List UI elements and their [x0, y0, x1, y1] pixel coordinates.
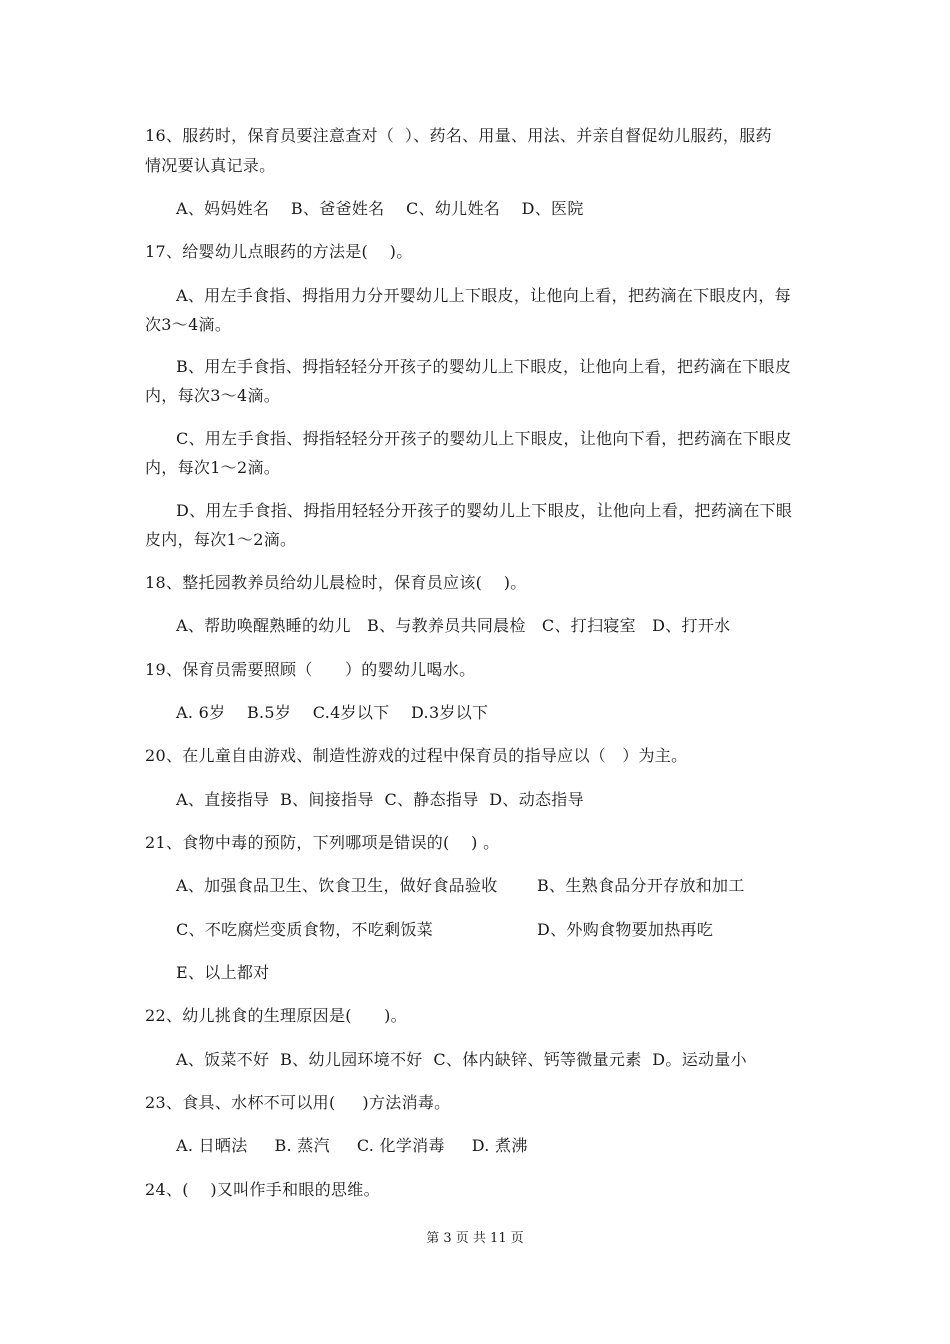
question-21-option-a: A、加强食品卫生、饮食卫生，做好食品验收: [176, 876, 498, 895]
question-22-stem: 22、幼儿挑食的生理原因是( )。: [145, 1006, 407, 1025]
question-18-options: A、帮助唤醒熟睡的幼儿 B、与教养员共同晨检 C、打扫寝室 D、打开水: [176, 616, 731, 635]
question-22-options: A、饭菜不好 B、幼儿园环境不好 C、体内缺锌、钙等微量元素 D。运动量小: [176, 1050, 747, 1069]
question-16-options: A、妈妈姓名 B、爸爸姓名 C、幼儿姓名 D、医院: [176, 199, 584, 218]
question-21-option-c: C、不吃腐烂变质食物，不吃剩饭菜: [176, 920, 434, 939]
question-21-option-e: E、以上都对: [176, 963, 270, 982]
question-16-stem-line-2: 情况要认真记录。: [145, 156, 276, 175]
question-23-stem: 23、食具、水杯不可以用( )方法消毒。: [145, 1093, 451, 1112]
question-24-stem: 24、( )又叫作手和眼的思维。: [145, 1180, 380, 1199]
question-19-options: A. 6岁 B.5岁 C.4岁以下 D.3岁以下: [176, 703, 489, 722]
question-21-option-d: D、外购食物要加热再吃: [537, 920, 714, 939]
page-footer: 第 3 页 共 11 页: [426, 1231, 524, 1246]
question-21-option-b: B、生熟食品分开存放和加工: [537, 876, 745, 895]
question-17-option-b-line-2: 内，每次3～4滴。: [145, 386, 281, 405]
question-17-option-a-line-2: 次3～4滴。: [145, 315, 232, 334]
question-17-option-c-line-2: 内，每次1～2滴。: [145, 458, 281, 477]
question-19-stem: 19、保育员需要照顾（ ）的婴幼儿喝水。: [145, 660, 476, 679]
question-23-options: A. 日晒法 B. 蒸汽 C. 化学消毒 D. 煮沸: [176, 1136, 528, 1155]
question-20-stem: 20、在儿童自由游戏、制造性游戏的过程中保育员的指导应以（ ）为主。: [145, 746, 688, 765]
question-17-option-b-line-1: B、用左手食指、拇指轻轻分开孩子的婴幼儿上下眼皮，让他向上看，把药滴在下眼皮: [176, 357, 792, 376]
question-18-stem: 18、整托园教养员给幼儿晨检时，保育员应该( )。: [145, 573, 527, 592]
question-20-options: A、直接指导 B、间接指导 C、静态指导 D、动态指导: [176, 790, 584, 809]
question-17-option-a-line-1: A、用左手食指、拇指用力分开婴幼儿上下眼皮，让他向上看，把药滴在下眼皮内，每: [176, 286, 791, 305]
question-21-stem: 21、食物中毒的预防，下列哪项是错误的( ) 。: [145, 833, 500, 852]
question-16-stem-line-1: 16、服药时，保育员要注意查对（ ）、药名、用量、用法、并亲自督促幼儿服药，服药: [145, 126, 772, 145]
question-17-option-c-line-1: C、用左手食指、拇指轻轻分开孩子的婴幼儿上下眼皮，让他向下看，把药滴在下眼皮: [176, 429, 792, 448]
question-17-option-d-line-1: D、用左手食指、拇指用轻轻分开孩子的婴幼儿上下眼皮，让他向上看，把药滴在下眼: [176, 501, 793, 520]
question-17-option-d-line-2: 皮内，每次1～2滴。: [145, 530, 297, 549]
question-17-stem: 17、给婴幼儿点眼药的方法是( )。: [145, 242, 413, 261]
